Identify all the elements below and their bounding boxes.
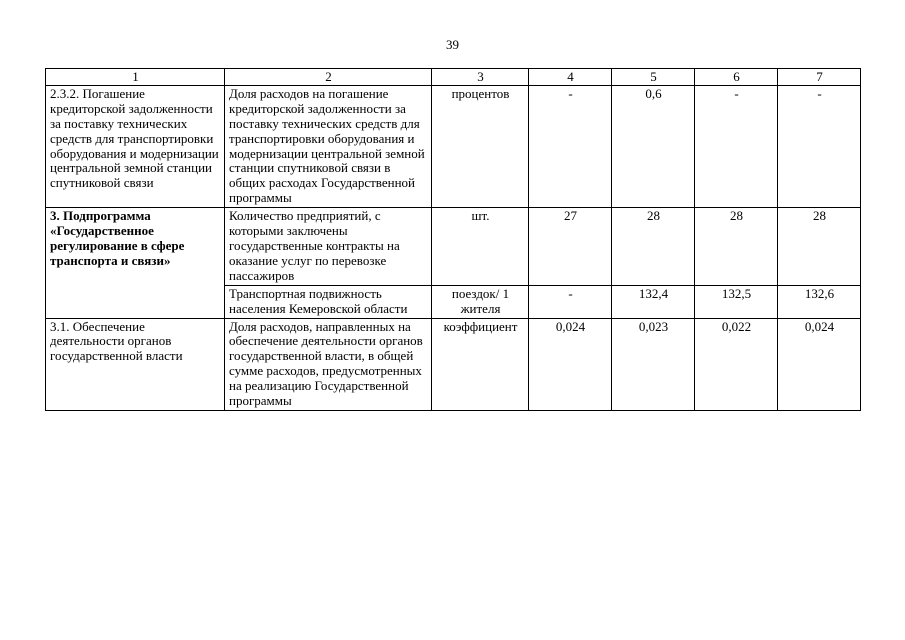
- value-cell: 0,023: [612, 318, 695, 410]
- table-row: [46, 85, 861, 207]
- value-cell: 28: [612, 208, 695, 286]
- subprogram-name-cell: 3. Подпрограмма «Государственное регулирование в сфере транспорта и связи»: [46, 208, 225, 318]
- value-cell: 28: [695, 208, 778, 286]
- column-header-6: 6: [695, 69, 778, 86]
- header-row: [46, 69, 861, 86]
- indicator-cell: Доля расходов, направленных на обеспечение деятельности органов государственной власти, в общей сумме расходов, предусмотренных на реализацию Государственной программы: [225, 318, 432, 410]
- value-cell: 132,5: [695, 285, 778, 318]
- row-name-cell: 2.3.2. Погашение кредиторской задолженности за поставку технических средств для транспортировки оборудования и модернизации центральной земной станции спутниковой связи: [46, 85, 225, 207]
- indicator-cell: Транспортная подвижность населения Кемеровской области: [225, 285, 432, 318]
- column-header-5: 5: [612, 69, 695, 86]
- value-cell: 27: [529, 208, 612, 286]
- value-cell: -: [529, 85, 612, 207]
- value-cell: 132,4: [612, 285, 695, 318]
- value-cell: -: [695, 85, 778, 207]
- column-header-4: 4: [529, 69, 612, 86]
- unit-cell: коэффициент: [432, 318, 529, 410]
- value-cell: 132,6: [778, 285, 861, 318]
- column-header-3: 3: [432, 69, 529, 86]
- value-cell: -: [529, 285, 612, 318]
- row-name-cell: 3.1. Обеспечение деятельности органов государственной власти: [46, 318, 225, 410]
- indicators-table: [45, 68, 861, 411]
- unit-cell: шт.: [432, 208, 529, 286]
- indicator-cell: Доля расходов на погашение кредиторской задолженности за поставку технических средств для транспортировки оборудования и модернизации центральной земной станции спутниковой связи в общих расходах Государственной программы: [225, 85, 432, 207]
- value-cell: -: [778, 85, 861, 207]
- unit-cell: поездок/ 1 жителя: [432, 285, 529, 318]
- indicator-cell: Количество предприятий, с которыми заключены государственные контракты на оказание услуг по перевозке пассажиров: [225, 208, 432, 286]
- unit-cell: процентов: [432, 85, 529, 207]
- table-row: [46, 318, 861, 410]
- value-cell: 0,6: [612, 85, 695, 207]
- column-header-1: 1: [46, 69, 225, 86]
- value-cell: 0,024: [529, 318, 612, 410]
- value-cell: 0,024: [778, 318, 861, 410]
- column-header-2: 2: [225, 69, 432, 86]
- value-cell: 28: [778, 208, 861, 286]
- value-cell: 0,022: [695, 318, 778, 410]
- table-row: [46, 208, 861, 286]
- page-number: 39: [446, 37, 459, 52]
- column-header-7: 7: [778, 69, 861, 86]
